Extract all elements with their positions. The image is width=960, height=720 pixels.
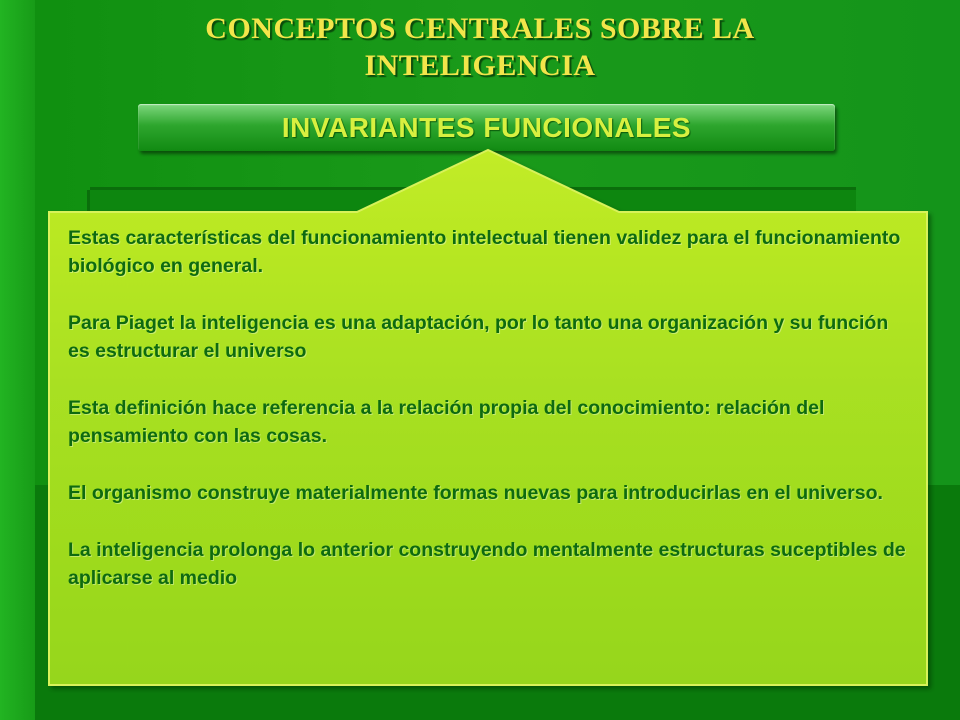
paragraph: Estas características del funcionamiento intelectual tienen validez para el funcionamiento biológico en general.	[68, 227, 901, 277]
slide-title-line2: INTELIGENCIA	[364, 49, 596, 82]
paragraph: El organismo construye materialmente formas nuevas para introducirlas en el universo.	[68, 482, 883, 504]
paragraph: La inteligencia prolonga lo anterior construyendo mentalmente estructuras suceptibles de aplicarse al medio	[68, 539, 906, 589]
slide-title-line1: CONCEPTOS CENTRALES SOBRE LA	[205, 12, 755, 45]
content-text	[68, 224, 913, 621]
paragraph: Esta definición hace referencia a la relación propia del conocimiento: relación del pensamiento con las cosas.	[68, 397, 825, 447]
section-banner-label: INVARIANTES FUNCIONALES	[281, 112, 692, 143]
paragraph: Para Piaget la inteligencia es una adaptación, por lo tanto una organización y su función es estructurar el universo	[68, 312, 889, 362]
